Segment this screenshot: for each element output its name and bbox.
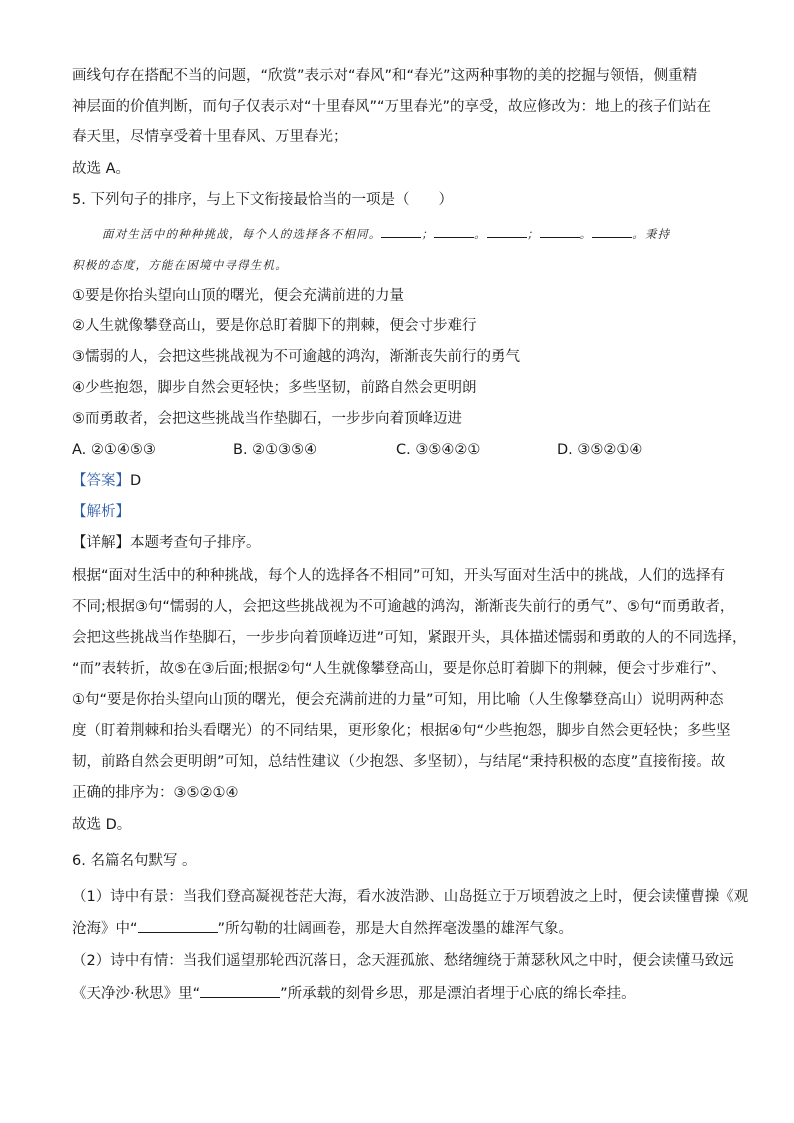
analysis-line: 不同;根据③句“懦弱的人，会把这些挑战视为不可逾越的鸿沟，渐渐丧失前行的勇气”、⑤句“而勇敢者， [72,599,735,615]
text-line: 神层面的价值判断，而句子仅表示对“十里春风”“万里春光”的享受，故应修改为：地上的孩子们站在 [72,99,712,115]
analysis-line: “而”表转折，故⑤在③后面;根据②句“人生就像攀登高山，要是你总盯着脚下的荆棘，便会寸步难行”、 [72,661,726,677]
analysis-line: 正确的排序为：③⑤②①④ [72,785,239,801]
analysis-tag: 【解析】 [72,504,130,520]
q5-passage-line2: 积极的态度，方能在困境中寻得生机。 [72,258,288,272]
item1-suffix: ”所勾勒的壮阔画卷，那是大自然挥毫泼墨的雄浑气象。 [217,921,574,937]
q6-stem: 6. 名篇名句默写 。 [72,853,197,869]
item1-prefix: 沧海》中“ [72,921,138,937]
q6-item2-line2 [72,983,636,1004]
q5-option-c: C. ③⑤④②① [396,442,481,458]
blank [434,223,474,238]
q6-item1-line2 [72,918,573,939]
detail-text: 本题考查句子排序。 [130,535,261,551]
q5-passage-line1: 面对生活中的种种挑战，每个人的选择各不相同。 ； 。 ； 。 。秉持 [102,223,670,244]
blank [592,223,632,238]
analysis-line: 度（盯着荆棘和抬头看曙光）的不同结果，更形象化；根据④句“少些抱怨，脚步自然会更轻快；多些坚 [72,723,731,739]
q5-option-b: B. ②①③⑤④ [233,442,318,458]
answer-blank[interactable] [138,918,218,933]
answer-value: D [130,473,142,489]
q5-sentence: ①要是你抬头望向山顶的曙光，便会充满前进的力量 [72,288,404,304]
q6-item1-line1: （1）诗中有景：当我们登高凝视苍茫大海，看水波浩渺、山岛挺立于万顷碧波之上时，便会读懂曹操《观 [72,889,749,905]
analysis-line: 根据“面对生活中的种种挑战，每个人的选择各不相同”可知，开头写面对生活中的挑战，人们的选择有 [72,568,726,584]
q5-stem: 5. 下列句子的排序，与上下文衔接最恰当的一项是（ ） [72,192,453,208]
detail-line [72,533,261,553]
item2-suffix: ”所承载的刻骨乡思，那是漂泊者埋于心底的绵长牵挂。 [280,986,636,1002]
q5-option-a: A. ②①④⑤③ [72,442,156,458]
blank [540,223,580,238]
q5-sentence: ③懦弱的人，会把这些挑战视为不可逾越的鸿沟，渐渐丧失前行的勇气 [72,349,520,365]
blank [381,223,421,238]
passage-prefix: 面对生活中的种种挑战，每个人的选择各不相同。 [102,227,382,241]
q5-sentence: ②人生就像攀登高山，要是你总盯着脚下的荆棘，便会寸步难行 [72,318,477,334]
analysis-line: ①句“要是你抬头望向山顶的曙光，便会充满前进的力量”可知，用比喻（人生像攀登高山）说明两种态 [72,692,724,708]
answer-blank[interactable] [200,983,280,998]
q5-option-d: D. ③⑤②①④ [557,442,643,458]
text-line: 画线句存在搭配不当的问题，“欣赏”表示对“春风”和“春光”这两种事物的美的挖掘与领悟，侧重精 [72,68,698,84]
analysis-tag-line [72,502,130,522]
blank [487,223,527,238]
q5-sentence: ⑤而勇敢者，会把这些挑战当作垫脚石，一步步向着顶峰迈进 [72,411,462,427]
answer-tag: 【答案】 [72,473,130,489]
passage-suffix: 。秉持 [632,227,671,241]
item2-prefix: 《天净沙·秋思》里“ [72,986,201,1002]
answer-line [72,471,141,491]
choose-d-line: 故选 D。 [72,817,132,833]
q5-sentence: ④少些抱怨，脚步自然会更轻快；多些坚韧，前路自然会更明朗 [72,380,477,396]
choose-a-line: 故选 A。 [72,161,131,177]
detail-tag: 【详解】 [72,535,130,551]
text-line: 春天里，尽情享受着十里春风、万里春光； [72,129,348,145]
q6-item2-line1: （2）诗中有情：当我们遥望那轮西沉落日，念天涯孤旅、愁绪缠绕于萧瑟秋风之中时，便会读懂马致远 [72,953,734,969]
analysis-line: 会把这些挑战当作垫脚石，一步步向着顶峰迈进”可知，紧跟开头，具体描述懦弱和勇敢的人的不同选择， [72,630,747,646]
analysis-line: 韧，前路自然会更明朗”可知，总结性建议（少抱怨、多坚韧），与结尾“秉持积极的态度”直接衔接。故 [72,754,726,770]
